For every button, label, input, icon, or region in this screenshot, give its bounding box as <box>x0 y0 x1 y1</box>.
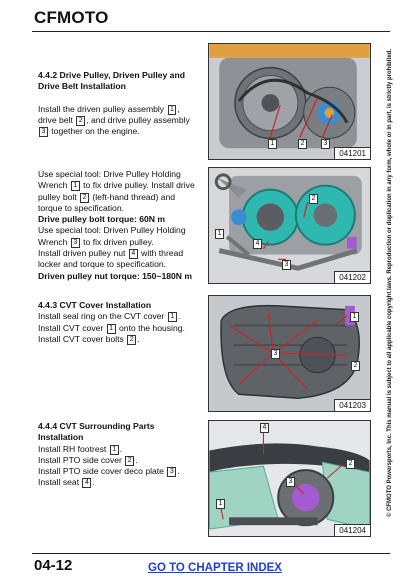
chapter-index-link[interactable]: GO TO CHAPTER INDEX <box>148 562 282 574</box>
step-text <box>38 104 200 138</box>
text-run: Install CVT cover <box>38 322 106 333</box>
text-run: with thread locker and torque to specification. <box>38 248 184 270</box>
text-run: Install seal ring on the CVT cover <box>38 311 167 322</box>
callout-3: 3 <box>321 139 330 149</box>
copyright-notice <box>383 48 397 518</box>
text-run: to fix drive pulley. Install drive pulley bolt <box>38 180 195 202</box>
text-run: . <box>137 333 140 344</box>
text-run: Install PTO side cover <box>38 454 125 465</box>
callout-number: 3 <box>39 127 48 137</box>
text-run: , drive belt <box>38 103 180 125</box>
callout-1: 1 <box>215 229 224 239</box>
figure-041204 <box>208 420 371 537</box>
callout-2: 2 <box>346 459 355 469</box>
figure-number: 041202 <box>334 271 370 283</box>
callout-4: 4 <box>253 239 262 249</box>
figure-041202 <box>208 167 371 284</box>
step-text <box>38 444 200 455</box>
cvt-cover-illustration <box>209 296 370 411</box>
copyright-text: © CFMOTO Powersports, Inc. This manual is subject to all applicable copyright laws. Reproduction or duplication in any form, whole or in part, is strictly prohibited. <box>387 48 393 518</box>
text-run: onto the housing. <box>116 322 185 333</box>
callout-3: 3 <box>271 349 280 359</box>
callout-number: 3 <box>71 238 80 248</box>
figure-number: 041204 <box>334 524 370 536</box>
step-text <box>38 466 200 477</box>
text-run: Install driven pulley nut <box>38 248 128 259</box>
callout-number: 1 <box>168 312 177 322</box>
section-title: 4.4.4 CVT Surrounding Parts Installation <box>38 421 155 443</box>
text-run: , and drive pulley assembly <box>86 114 190 125</box>
text-run: . <box>119 443 122 454</box>
section-title: 4.4.3 CVT Cover Installation <box>38 300 152 310</box>
torque-spec: Drive pulley bolt torque: 60N m <box>38 214 166 225</box>
callout-2: 2 <box>351 361 360 371</box>
callout-number: 1 <box>110 445 119 455</box>
page-number: 04-12 <box>34 557 73 574</box>
callout-number: 2 <box>76 116 85 126</box>
header-divider <box>32 31 390 32</box>
text-run: together on the engine. <box>48 126 140 137</box>
drive-pulley-illustration <box>209 44 370 159</box>
figure-number: 041203 <box>334 399 370 411</box>
figure-041201 <box>208 43 371 160</box>
text-run: (left-hand thread) and torque to specification. <box>38 191 176 213</box>
torque-spec: Driven pulley nut torque: 150~180N m <box>38 270 193 281</box>
step-text <box>38 334 200 345</box>
text-run: Install the driven pulley assembly <box>38 103 167 114</box>
section-cvt-cover <box>38 300 200 345</box>
callout-number: 1 <box>107 324 116 334</box>
text-run: Install RH footrest <box>38 443 109 454</box>
callout-number: 2 <box>125 456 134 466</box>
callout-1: 1 <box>268 139 277 149</box>
section-title: 4.4.2 Drive Pulley, Driven Pulley and Drive Belt Installation <box>38 70 185 92</box>
step-text <box>38 248 200 271</box>
callout-3: 3 <box>282 260 291 270</box>
step-text <box>38 311 200 322</box>
callout-2: 2 <box>298 139 307 149</box>
section-drive-pulley <box>38 70 200 137</box>
callout-number: 1 <box>71 181 80 191</box>
section-cvt-surrounding <box>38 421 200 489</box>
text-run: Install PTO side cover deco plate <box>38 466 167 477</box>
text-run: Install seat <box>38 477 82 488</box>
step-text <box>38 323 200 334</box>
text-run: to fix driven pulley. <box>80 236 154 247</box>
text-run: . <box>177 466 180 477</box>
text-run: Use special tool: Drive Pulley Holding Wrench <box>38 169 181 191</box>
step-text <box>38 169 200 214</box>
section-special-tools <box>38 169 200 282</box>
callout-1: 1 <box>350 312 359 322</box>
text-run: Use special tool: Driven Pulley Holding Wrench <box>38 225 186 247</box>
text-run: . <box>92 477 95 488</box>
text-run: Install CVT cover bolts <box>38 333 127 344</box>
text-run: . <box>177 311 181 322</box>
callout-3: 3 <box>286 477 295 487</box>
callout-number: 1 <box>168 105 177 115</box>
step-text <box>38 225 200 248</box>
step-text <box>38 455 200 466</box>
figure-number: 041201 <box>334 147 370 159</box>
callout-number: 2 <box>80 193 89 203</box>
footer-divider <box>32 553 390 554</box>
figure-041203 <box>208 295 371 412</box>
callout-number: 4 <box>82 478 91 488</box>
callout-number: 3 <box>167 467 176 477</box>
callout-number: 2 <box>127 335 136 345</box>
brand-logo-text: CFMOTO <box>34 8 109 27</box>
callout-number: 4 <box>129 249 138 259</box>
text-run: . <box>135 454 138 465</box>
step-text <box>38 477 200 488</box>
callout-1: 1 <box>216 499 225 509</box>
callout-4: 4 <box>260 423 269 433</box>
callout-2: 2 <box>309 194 318 204</box>
